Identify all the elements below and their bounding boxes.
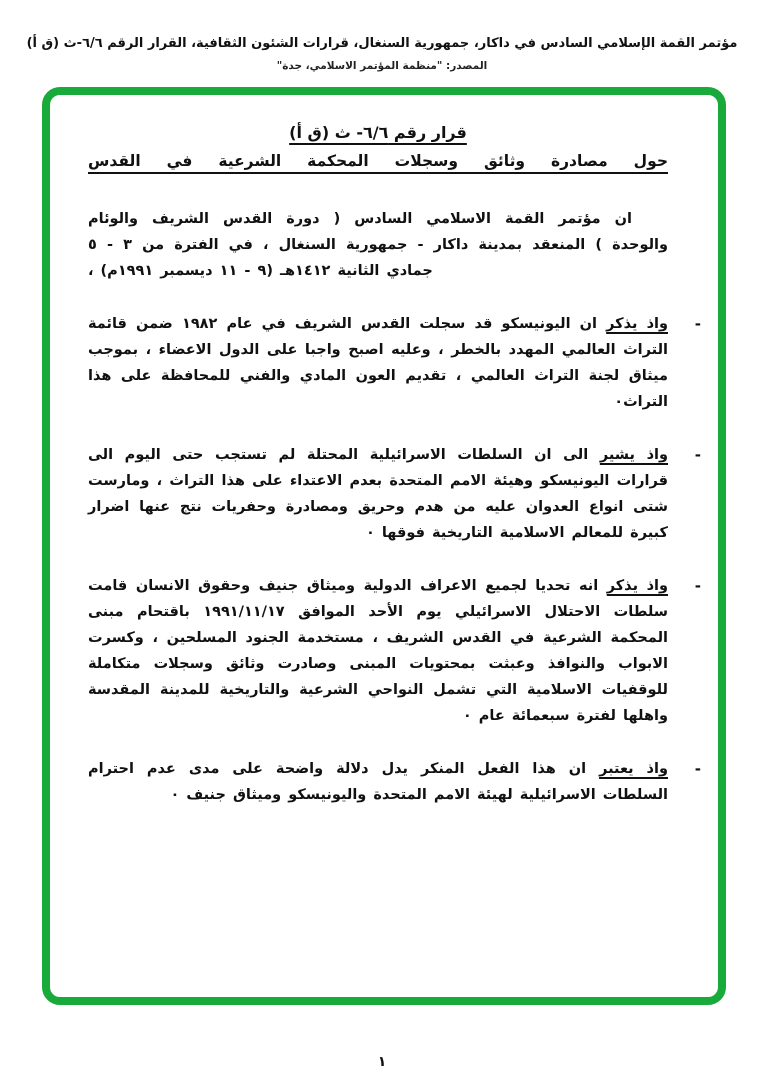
- clause-dash: -: [694, 760, 701, 778]
- clause-lead: واذ يشير: [599, 447, 668, 463]
- green-frame: [42, 87, 726, 1005]
- clause-lead: واذ يذكر: [606, 578, 668, 594]
- resolution-subject-title: حول مصادرة وثائق وسجلات المحكمة الشرعية في القدس: [88, 152, 668, 170]
- clause-paragraph: [88, 756, 668, 808]
- clause-text: انه تحديا لجميع الاعراف الدولية وميثاق جنيف وحقوق الانسان قامت سلطات الاحتلال الاسرائيلي يوم الأحد الموافق ١٩٩١/١١/١٧ باقتحام مبنى المحكمة الشرعية في القدس الشريف ، مستخدمة الجنود المسلحين ، وكسرت الابواب والنوافذ وعبثت بمحتويات المبنى وصادرت وثائق وسجلات متكاملة للوقفيات الاسلامية التي تشمل النواحي الشرعية والتاريخية للمدينة المقدسة واهلها لفترة سبعمائة عام ٠: [88, 578, 668, 724]
- clause-item: [88, 756, 701, 808]
- clause-text: الى ان السلطات الاسرائيلية المحتلة لم تستجب حتى اليوم الى قرارات اليونيسكو وهيئة الامم المتحدة بعدم الاعتداء على هذا التراث ، ومارست شتى انواع العدوان عليه من هدم وحريق ومصادرة وحفريات نتج عنها اضرار كبيرة للمعالم الاسلامية التاريخية فوقها ٠: [88, 447, 668, 541]
- clause-dash: -: [694, 577, 701, 595]
- clause-item: [88, 442, 701, 546]
- clause-lead: واذ يذكر: [606, 316, 668, 332]
- header-source: المصدر: "منظمة المؤتمر الاسلامي، جدة": [276, 60, 488, 72]
- resolution-number-title: [88, 123, 668, 142]
- clause-dash: -: [694, 446, 701, 464]
- clause-dash: -: [694, 315, 701, 333]
- clause-item: [88, 311, 701, 415]
- clause-item: [88, 573, 701, 729]
- clause-lead: واذ يعتبر: [599, 761, 668, 777]
- page-number: ١: [377, 1054, 387, 1070]
- clause-text: ان اليونيسكو قد سجلت القدس الشريف في عام ١٩٨٢ ضمن قائمة التراث العالمي المهدد بالخطر ، وعليه اصبح واجبا على الدول الاعضاء ، بموجب ميثاق لجنة التراث العالمي ، تقديم العون المادي والفني للمحافظة على هذا التراث٠: [88, 316, 668, 410]
- clause-paragraph: [88, 311, 668, 415]
- resolution-number-text: قرار رقم ٦/٦- ث (ق أ): [289, 123, 467, 142]
- document-header: [0, 0, 764, 72]
- preamble-paragraph: ان مؤتمر القمة الاسلامي السادس ( دورة القدس الشريف والوئام والوحدة ) المنعقد بمدينة داكار - جمهورية السنغال ، في الفترة من ٣ - ٥ جمادي الثانية ١٤١٢هـ (٩ - ١١ ديسمبر ١٩٩١م) ،: [88, 211, 668, 279]
- clause-paragraph: [88, 442, 668, 546]
- header-title: مؤتمر القمة الإسلامي السادس في داكار، جمهورية السنغال، قرارات الشئون الثقافية، القرار الرقم ٦/٦-ث (ق أ): [26, 36, 738, 51]
- clause-text: ان هذا الفعل المنكر يدل دلالة واضحة على مدى عدم احترام السلطات الاسرائيلية لهيئة الامم المتحدة واليونيسكو وميثاق جنيف ٠: [88, 761, 668, 803]
- clause-paragraph: [88, 573, 668, 729]
